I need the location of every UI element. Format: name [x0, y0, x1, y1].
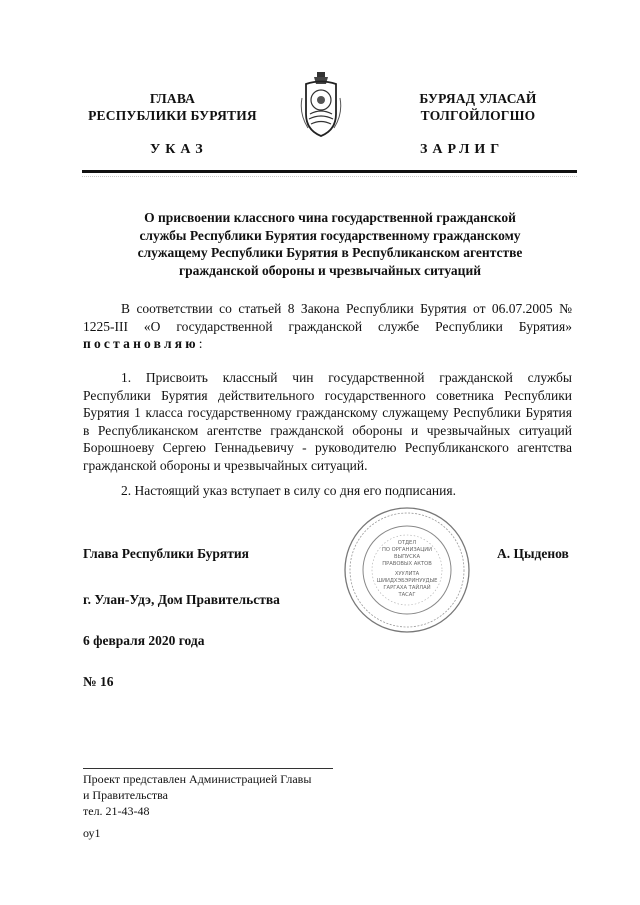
- official-stamp: [342, 505, 472, 640]
- header-left: [80, 90, 265, 124]
- svg-text:ОТДЕЛ: ОТДЕЛ: [397, 540, 417, 546]
- stamp-seal-icon: [342, 505, 472, 635]
- svg-text:ТАСАГ: ТАСАГ: [398, 592, 416, 598]
- header-left-line2: РЕСПУБЛИКИ БУРЯТИЯ: [88, 108, 257, 123]
- footnote-rule: [83, 768, 333, 769]
- signatory-position: Глава Республики Бурятия: [83, 546, 249, 561]
- footnote-line-2: и Правительства: [83, 788, 168, 802]
- title-line-2: службы Республики Бурятия государственному гражданскому: [139, 227, 521, 243]
- header-right-line2: ТОЛГОЙЛОГШО: [420, 108, 536, 123]
- preamble-colon: :: [198, 336, 203, 351]
- decree-number: № 16: [83, 674, 114, 689]
- document-code: оу1: [83, 826, 101, 840]
- title-line-4: гражданской обороны и чрезвычайных ситуаций: [178, 262, 482, 278]
- document-kind-right: ЗАРЛИГ: [420, 142, 505, 157]
- svg-text:ШИИДХЭБЭРИНУУДЫЕ: ШИИДХЭБЭРИНУУДЫЕ: [376, 578, 438, 584]
- header-right: [393, 90, 563, 124]
- footnote-phone: тел. 21-43-48: [83, 804, 150, 818]
- signing-date: 6 февраля 2020 года: [83, 633, 205, 648]
- header-left-line1: ГЛАВА: [149, 91, 196, 106]
- header-rule: [82, 170, 577, 173]
- signatory-name: А. Цыденов: [497, 546, 569, 561]
- preamble-text: В соответствии со статьей 8 Закона Республики Бурятия от 06.07.2005 № 1225-III «О государственной гражданской службе Республики Бурятия»: [83, 301, 572, 334]
- title-line-3: служащему Республики Бурятия в Республиканском агентстве: [137, 245, 523, 260]
- preamble-paragraph: [83, 300, 572, 353]
- svg-text:ХУУЛИТА: ХУУЛИТА: [394, 571, 420, 577]
- clause-2-paragraph: 2. Настоящий указ вступает в силу со дня его подписания.: [121, 483, 456, 498]
- clause-1-paragraph: 1. Присвоить классный чин государственной гражданской службы Республики Бурятия действительного государственного советника Республики Бурятия 1 класса государственному гражданскому служащему Республики Бурятия в Республиканском агентстве гражданской обороны и чрезвычайных ситуаций Борошноеву Сергею Геннадьевичу - руководителю Республиканского агентства гражданской обороны и чрезвычайных ситуаций.: [83, 370, 572, 473]
- svg-text:ГАРГАХА ТАЙЛАЙ: ГАРГАХА ТАЙЛАЙ: [383, 585, 431, 591]
- svg-text:ПРАВОВЫХ АКТОВ: ПРАВОВЫХ АКТОВ: [382, 561, 432, 567]
- svg-text:ВЫПУСКА: ВЫПУСКА: [393, 554, 421, 560]
- svg-text:ПО ОРГАНИЗАЦИИ: ПО ОРГАНИЗАЦИИ: [381, 547, 433, 553]
- title-line-1: О присвоении классного чина государственной гражданской: [144, 210, 516, 225]
- header-right-line1: БУРЯАД УЛАСАЙ: [419, 91, 537, 106]
- coat-of-arms-emblem: [296, 70, 346, 145]
- decree-keyword: постановляю: [83, 336, 199, 351]
- footnote: [83, 771, 311, 819]
- document-kind-left: УКАЗ: [150, 142, 208, 157]
- signing-place: г. Улан-Удэ, Дом Правительства: [83, 592, 280, 607]
- footnote-line-1: Проект представлен Администрацией Главы: [83, 772, 312, 786]
- decree-title: [100, 209, 560, 279]
- header-dotted-rule: [82, 176, 577, 178]
- coat-of-arms-icon: [296, 70, 346, 140]
